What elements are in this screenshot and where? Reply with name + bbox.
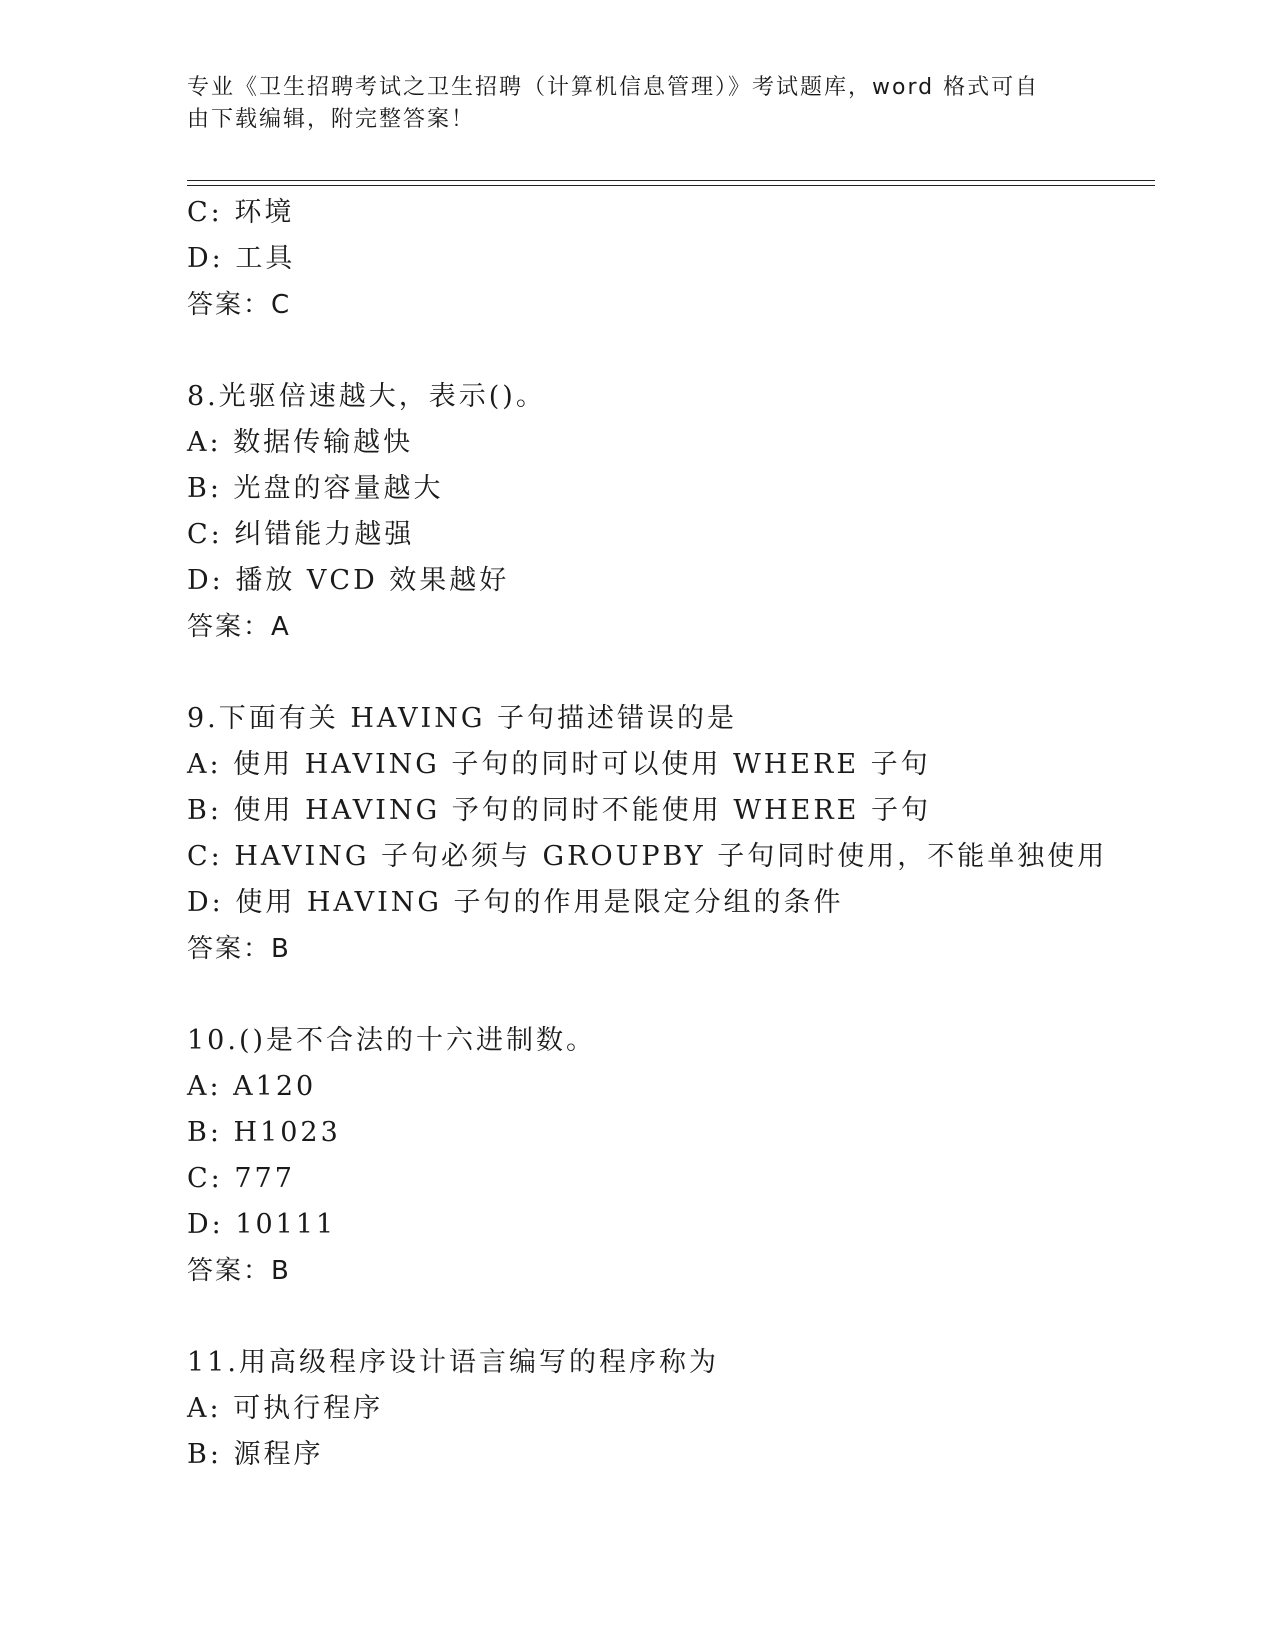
spacer bbox=[187, 972, 1155, 1018]
option-b: B: H1023 bbox=[187, 1117, 341, 1148]
option-a: A: 数据传输越快 bbox=[187, 427, 414, 458]
option-c: C: 纠错能力越强 bbox=[187, 519, 415, 550]
question-8: 8.光驱倍速越大，表示()。 bbox=[187, 381, 546, 412]
option-c: C: 777 bbox=[187, 1163, 295, 1194]
option-d: D: 10111 bbox=[187, 1209, 337, 1240]
option-c: C: HAVING 子句必须与 GROUPBY 子句同时使用，不能单独使用 bbox=[187, 841, 1108, 872]
answer: 答案：B bbox=[187, 934, 291, 964]
option-b: B: 源程序 bbox=[187, 1439, 324, 1470]
document-header bbox=[187, 72, 1087, 136]
answer: 答案：A bbox=[187, 612, 291, 642]
question-list bbox=[187, 190, 1155, 1478]
option-a: A: 使用 HAVING 子句的同时可以使用 WHERE 子句 bbox=[187, 749, 931, 780]
option-a: A: A120 bbox=[187, 1071, 317, 1102]
header-line-1: 专业《卫生招聘考试之卫生招聘（计算机信息管理）》考试题库，word 格式可自 bbox=[187, 75, 1040, 100]
option-d: D: 工具 bbox=[187, 243, 296, 274]
spacer bbox=[187, 1294, 1155, 1340]
spacer bbox=[187, 650, 1155, 696]
option-d: D: 播放 VCD 效果越好 bbox=[187, 565, 510, 596]
option-d: D: 使用 HAVING 子句的作用是限定分组的条件 bbox=[187, 887, 844, 918]
question-10: 10.()是不合法的十六进制数。 bbox=[187, 1025, 597, 1056]
header-divider-top bbox=[187, 180, 1155, 181]
option-c: C: 环境 bbox=[187, 197, 295, 228]
option-b: B: 使用 HAVING 予句的同时不能使用 WHERE 子句 bbox=[187, 795, 931, 826]
answer: 答案：C bbox=[187, 290, 292, 320]
spacer bbox=[187, 328, 1155, 374]
option-a: A: 可执行程序 bbox=[187, 1393, 384, 1424]
question-9: 9.下面有关 HAVING 子句描述错误的是 bbox=[187, 703, 737, 734]
header-line-2: 由下载编辑，附完整答案！ bbox=[187, 107, 476, 132]
answer: 答案：B bbox=[187, 1256, 291, 1286]
option-b: B: 光盘的容量越大 bbox=[187, 473, 444, 504]
question-11: 11.用高级程序设计语言编写的程序称为 bbox=[187, 1347, 719, 1378]
header-divider-bottom bbox=[187, 185, 1155, 186]
